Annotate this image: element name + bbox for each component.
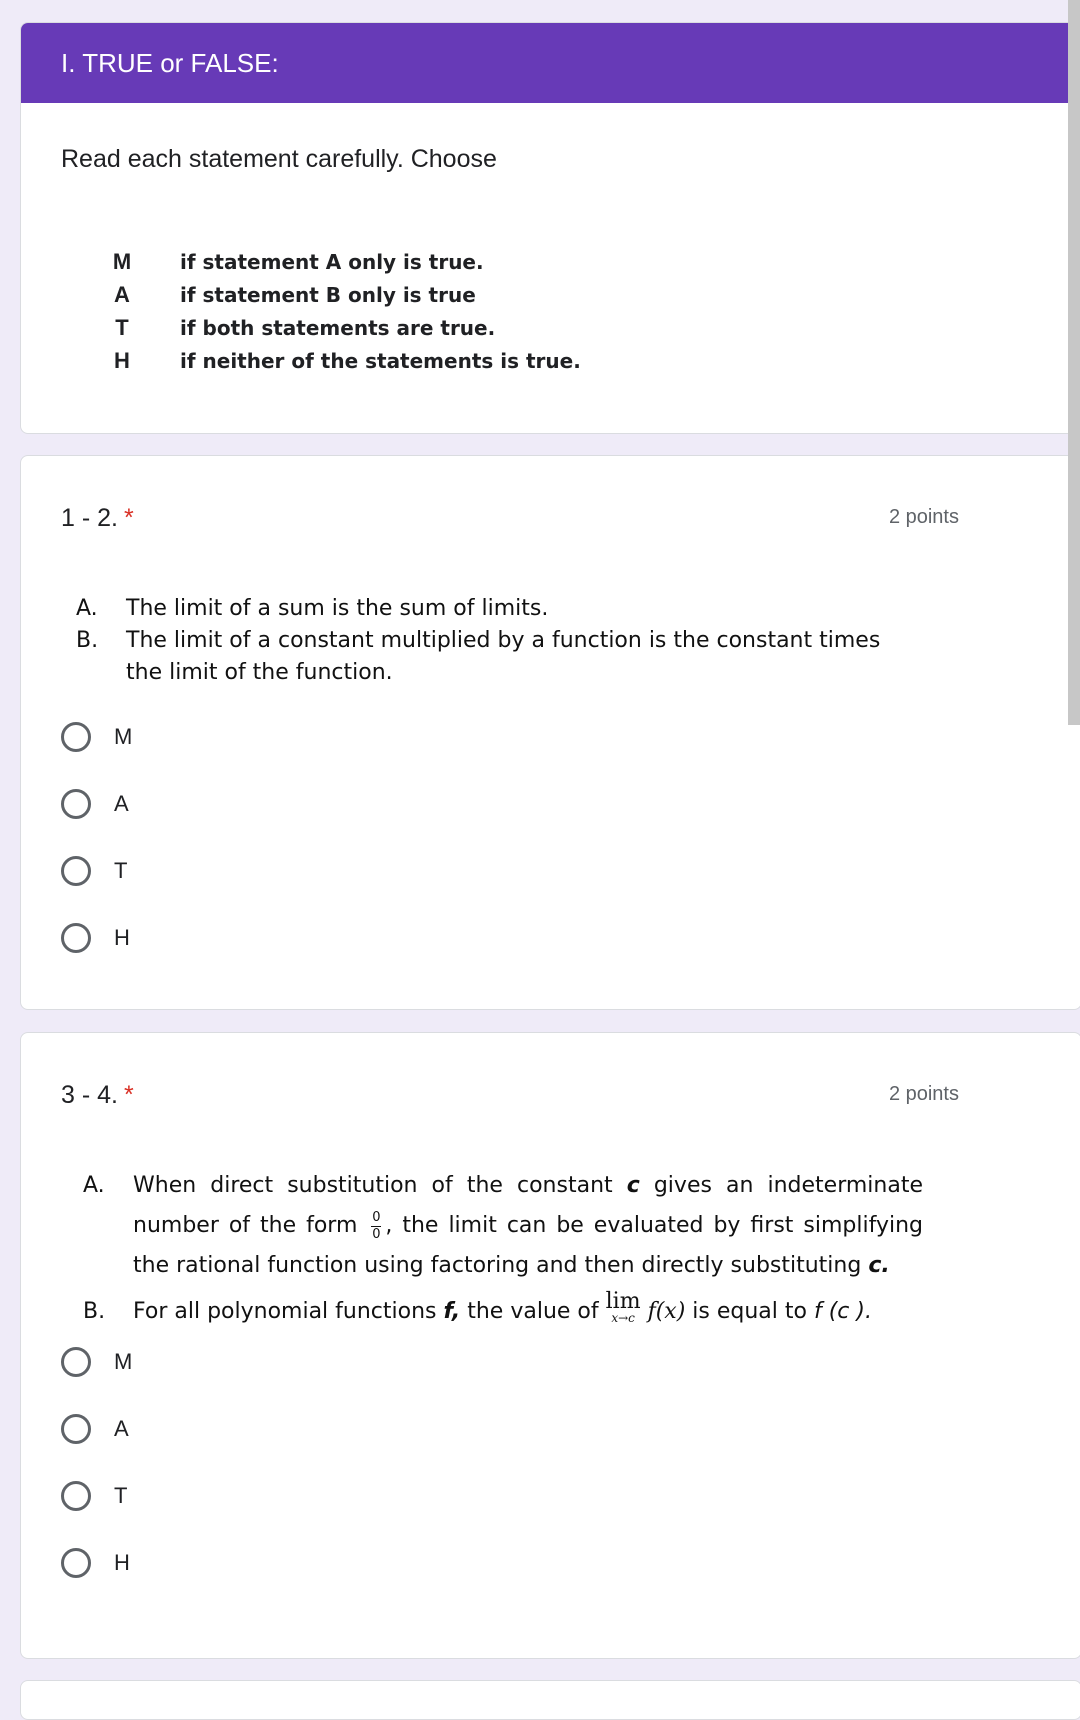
required-asterisk: * bbox=[123, 504, 134, 532]
radio-option-h[interactable] bbox=[61, 1529, 132, 1596]
legend-text: if both statements are true. bbox=[180, 315, 496, 340]
function-expression: f(x) bbox=[647, 1299, 686, 1324]
option-label: T bbox=[114, 857, 128, 883]
radio-option-a[interactable] bbox=[61, 1395, 132, 1462]
option-label: A bbox=[114, 1415, 129, 1441]
radio-button[interactable] bbox=[61, 1347, 91, 1377]
option-label: H bbox=[114, 924, 130, 950]
statement-letter: A. bbox=[83, 1173, 105, 1198]
legend-text: if statement B only is true bbox=[180, 282, 476, 307]
statement-letter: B. bbox=[83, 1299, 106, 1324]
radio-button[interactable] bbox=[61, 789, 91, 819]
question-card-1-2 bbox=[20, 455, 1080, 1010]
legend-row bbox=[106, 278, 581, 311]
next-card-edge bbox=[20, 1680, 1080, 1720]
limit-label: lim bbox=[605, 1289, 641, 1314]
constant-c: c. bbox=[868, 1253, 890, 1278]
fraction-denominator: 0 bbox=[372, 1226, 381, 1242]
legend-key: H bbox=[114, 347, 130, 373]
radio-option-m[interactable] bbox=[61, 1328, 132, 1395]
question-statements bbox=[83, 1166, 923, 1332]
fraction-numerator: 0 bbox=[372, 1209, 381, 1225]
statement-letter: A. bbox=[76, 596, 98, 621]
radio-option-a[interactable] bbox=[61, 770, 132, 837]
option-label: M bbox=[114, 723, 133, 749]
statement-text-part: the value of bbox=[467, 1299, 599, 1324]
radio-options bbox=[61, 703, 132, 971]
constant-c: c bbox=[626, 1173, 640, 1198]
section-header-card bbox=[20, 22, 1080, 434]
radio-button[interactable] bbox=[61, 1414, 91, 1444]
radio-options bbox=[61, 1328, 132, 1596]
question-card-3-4 bbox=[20, 1032, 1080, 1659]
statement-text-part: For all polynomial functions bbox=[133, 1299, 437, 1324]
limit-notation bbox=[605, 1289, 641, 1325]
option-label: T bbox=[114, 1482, 128, 1508]
option-label: A bbox=[114, 790, 129, 816]
question-points: 2 points bbox=[888, 506, 959, 528]
legend-key: M bbox=[112, 248, 132, 274]
option-label: M bbox=[114, 1348, 133, 1374]
legend-row bbox=[106, 344, 581, 377]
statement-text-part: When direct substitution of the constant bbox=[133, 1173, 613, 1198]
legend-row bbox=[106, 245, 581, 278]
section-title: I. TRUE or FALSE: bbox=[21, 23, 1080, 103]
question-title bbox=[61, 504, 134, 533]
statement-text: The limit of a constant multiplied by a function is the constant times the limit of the function. bbox=[126, 628, 881, 685]
limit-subscript: x→c bbox=[611, 1311, 635, 1325]
scrollbar[interactable] bbox=[1068, 0, 1080, 725]
radio-button[interactable] bbox=[61, 856, 91, 886]
radio-option-m[interactable] bbox=[61, 703, 132, 770]
question-points: 2 points bbox=[888, 1083, 959, 1105]
statement bbox=[83, 1166, 923, 1286]
question-title bbox=[61, 1081, 134, 1110]
legend-text: if neither of the statements is true. bbox=[180, 348, 581, 373]
statement-text bbox=[133, 1289, 923, 1332]
statement bbox=[76, 593, 906, 625]
section-description: Read each statement carefully. Choose bbox=[61, 145, 497, 173]
option-label: H bbox=[114, 1549, 130, 1575]
legend-key: T bbox=[115, 314, 129, 340]
radio-button[interactable] bbox=[61, 722, 91, 752]
statement-letter: B. bbox=[76, 628, 99, 653]
required-asterisk: * bbox=[123, 1081, 134, 1109]
radio-button[interactable] bbox=[61, 923, 91, 953]
answer-legend bbox=[106, 245, 581, 377]
question-number: 1 - 2. bbox=[61, 504, 118, 532]
statement bbox=[76, 625, 906, 689]
radio-option-t[interactable] bbox=[61, 1462, 132, 1529]
radio-button[interactable] bbox=[61, 1548, 91, 1578]
question-number: 3 - 4. bbox=[61, 1081, 118, 1109]
radio-button[interactable] bbox=[61, 1481, 91, 1511]
radio-option-h[interactable] bbox=[61, 904, 132, 971]
fraction-zero-over-zero bbox=[371, 1211, 381, 1242]
question-statements bbox=[76, 593, 906, 689]
statement-text-part: is equal to bbox=[692, 1299, 807, 1324]
legend-text: if statement A only is true. bbox=[180, 249, 484, 274]
legend-row bbox=[106, 311, 581, 344]
statement-text: The limit of a sum is the sum of limits. bbox=[126, 596, 549, 621]
statement bbox=[83, 1289, 923, 1332]
function-f: f, bbox=[443, 1299, 461, 1324]
statement-text-part: gives an indeterminate number of the form bbox=[133, 1173, 924, 1238]
statement-text-part: , the limit can be evaluated by first simplifying the rational function using factoring and then directly substituting bbox=[133, 1213, 923, 1278]
statement-text bbox=[133, 1166, 923, 1286]
radio-option-t[interactable] bbox=[61, 837, 132, 904]
function-value: f (c ). bbox=[813, 1299, 872, 1324]
legend-key: A bbox=[114, 281, 130, 307]
